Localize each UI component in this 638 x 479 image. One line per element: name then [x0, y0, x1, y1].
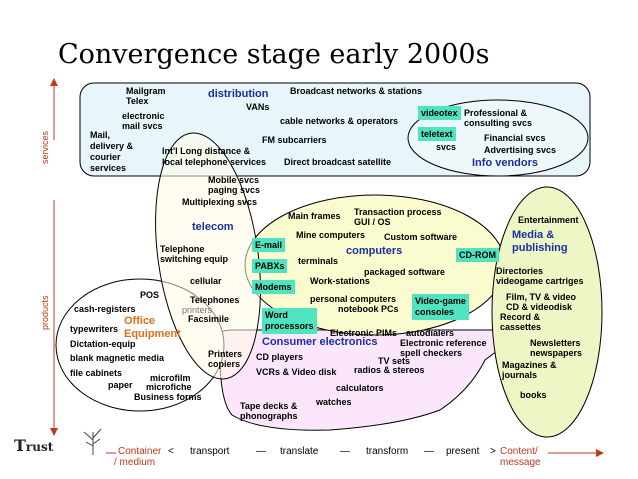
label-fm-subcarriers: FM subcarriers — [262, 135, 327, 145]
label-entertainment: Entertainment — [518, 215, 579, 225]
label-cassettes: cassettes — [500, 322, 542, 332]
tag-teletext: teletext — [418, 127, 456, 141]
label-vans: VANs — [246, 102, 270, 112]
label-printers: Printers — [208, 349, 243, 359]
label-custom-software: Custom software — [384, 232, 458, 242]
label-consulting: consulting svcs — [464, 118, 533, 128]
axis-up-arrow — [50, 78, 58, 86]
label-directories: Directories — [496, 266, 544, 276]
label-personal-computers: personal computers — [310, 294, 397, 304]
label-microfiche: microfiche — [146, 382, 192, 392]
region-equipment: Equipment — [124, 328, 181, 340]
region-media: Media & — [512, 229, 555, 241]
label-cd-players: CD players — [256, 352, 304, 362]
label-financial: Financial svcs — [484, 133, 546, 143]
label-typewriters: typewriters — [70, 324, 119, 334]
label-dictation-equip: Dictation-equip — [70, 339, 136, 349]
label-professional: Professional & — [464, 108, 528, 118]
page-title: Convergence stage early 2000s — [58, 39, 490, 70]
bottom-gt: > — [490, 446, 496, 457]
label-local-telephone: local telephone services — [162, 157, 267, 167]
label-printers-faded: printers — [182, 305, 213, 315]
label-paper: paper — [108, 380, 133, 390]
label-mini-computers: Mine computers — [296, 230, 366, 240]
label-delivery: delivery & — [90, 141, 134, 151]
bottom-translate: translate — [280, 446, 319, 457]
label-tv-sets: TV sets — [378, 356, 411, 366]
label-magazines: Magazines & — [502, 360, 557, 370]
region-info-vendors: Info vendors — [472, 157, 539, 169]
bottom-dash-3: — — [424, 446, 434, 457]
label-electronic: electronic — [122, 111, 165, 121]
bottom-dash-1: — — [256, 446, 266, 457]
label-calculators: calculators — [336, 383, 384, 393]
label-microfilm: microfilm — [150, 373, 191, 383]
label-main-frames: Main frames — [288, 211, 341, 221]
label-tape-decks: Tape decks & — [240, 401, 298, 411]
label-cd-videodisk: CD & videodisk — [506, 302, 573, 312]
region-computers: computers — [346, 245, 403, 257]
label-videogame-cartriges: videogame cartriges — [496, 276, 584, 286]
label-broadcast: Broadcast networks & stations — [290, 86, 423, 96]
region-office: Office — [124, 315, 156, 327]
tag-email: E-mail — [252, 238, 285, 252]
label-facsimile: Facsimile — [188, 314, 230, 324]
bottom-right-arrowhead — [596, 449, 604, 457]
axis-label-services: services — [40, 130, 50, 164]
label-packaged-software: packaged software — [364, 267, 446, 277]
tag-word-processors — [262, 308, 317, 334]
label-file-cabinets: file cabinets — [70, 368, 123, 378]
axis-label-products: products — [40, 295, 50, 330]
label-cellular: cellular — [190, 276, 222, 286]
bottom-present: present — [446, 446, 480, 457]
label-notebook-pcs: notebook PCs — [338, 304, 399, 314]
label-blank-magnetic-media: blank magnetic media — [70, 353, 165, 363]
logo-trust: Trust — [14, 436, 54, 455]
label-paging-svcs: paging svcs — [208, 185, 261, 195]
label-intl-long-distance: Int'l Long distance & — [162, 146, 251, 156]
bottom-dash-2: — — [340, 446, 350, 457]
bottom-content: Content/ — [500, 446, 538, 457]
tag-videogame-line1: Video-game — [415, 296, 466, 306]
tag-videogame-consoles — [412, 294, 469, 320]
label-cash-registers: cash-registers — [74, 304, 136, 314]
label-multiplexing: Multiplexing svcs — [182, 197, 258, 207]
label-pos: POS — [140, 290, 160, 300]
label-vcrs-video-disk: VCRs & Video disk — [256, 367, 337, 377]
tag-pabxs: PABXs — [252, 259, 287, 273]
label-advertising: Advertising svcs — [484, 145, 557, 155]
logo-tree — [84, 429, 101, 455]
label-transaction-process: Transaction process — [354, 207, 442, 217]
tag-videotex: videotex — [418, 106, 461, 120]
label-gui-os: GUI / OS — [354, 217, 391, 227]
label-phonographs: phonographs — [240, 411, 298, 421]
label-workstations: Work-stations — [310, 276, 370, 286]
region-telecom: telecom — [192, 221, 234, 233]
bottom-transport: transport — [190, 446, 230, 457]
bottom-container: Container — [118, 446, 162, 457]
label-journals: journals — [502, 370, 538, 380]
tag-modems: Modems — [252, 280, 295, 294]
label-watches: watches — [316, 397, 352, 407]
label-services: services — [90, 163, 127, 173]
label-mobile-svcs: Mobile svcs — [208, 175, 260, 185]
axis-down-arrow — [50, 428, 58, 436]
bottom-lt: < — [168, 446, 174, 457]
bottom-medium: / medium — [114, 457, 156, 468]
label-business-forms: Business forms — [134, 392, 202, 402]
region-distribution: distribution — [208, 88, 269, 100]
label-courier: courier — [90, 152, 121, 162]
label-electronic-reference: Electronic reference — [400, 338, 487, 348]
label-mail-svcs: mail svcs — [122, 121, 163, 131]
region-publishing: publishing — [512, 242, 568, 254]
bottom-transform: transform — [366, 446, 409, 457]
label-spell-checkers: spell checkers — [400, 348, 463, 358]
tag-videogame-line2: consoles — [415, 307, 455, 317]
tag-word-line1: Word — [265, 310, 288, 320]
tag-cdrom: CD-ROM — [456, 248, 499, 262]
label-copiers: copiers — [208, 359, 241, 369]
label-radios-stereos: radios & stereos — [354, 365, 425, 375]
label-newspapers: newspapers — [530, 348, 583, 358]
label-record: Record & — [500, 312, 541, 322]
label-terminals: terminals — [298, 256, 339, 266]
label-autodialers: autodialers — [406, 328, 455, 338]
label-svcs: svcs — [436, 142, 457, 152]
label-cable: cable networks & operators — [280, 116, 399, 126]
label-dbs: Direct broadcast satellite — [284, 157, 392, 167]
region-consumer-electronics: Consumer electronics — [262, 336, 378, 348]
label-mailgram: Mailgram — [126, 86, 166, 96]
label-telephones: Telephones — [190, 295, 240, 305]
label-books: books — [520, 390, 547, 400]
label-film-tv-video: Film, TV & video — [506, 292, 577, 302]
label-mail: Mail, — [90, 130, 111, 140]
label-electronic-pims: Electronic PIMs — [330, 328, 398, 338]
tag-word-line2: processors — [265, 321, 314, 331]
label-telephone: Telephone — [160, 244, 205, 254]
bottom-message: message — [500, 457, 541, 468]
label-telex: Telex — [126, 96, 149, 106]
label-newsletters: Newsletters — [530, 338, 581, 348]
label-switching-equip: switching equip — [160, 254, 229, 264]
